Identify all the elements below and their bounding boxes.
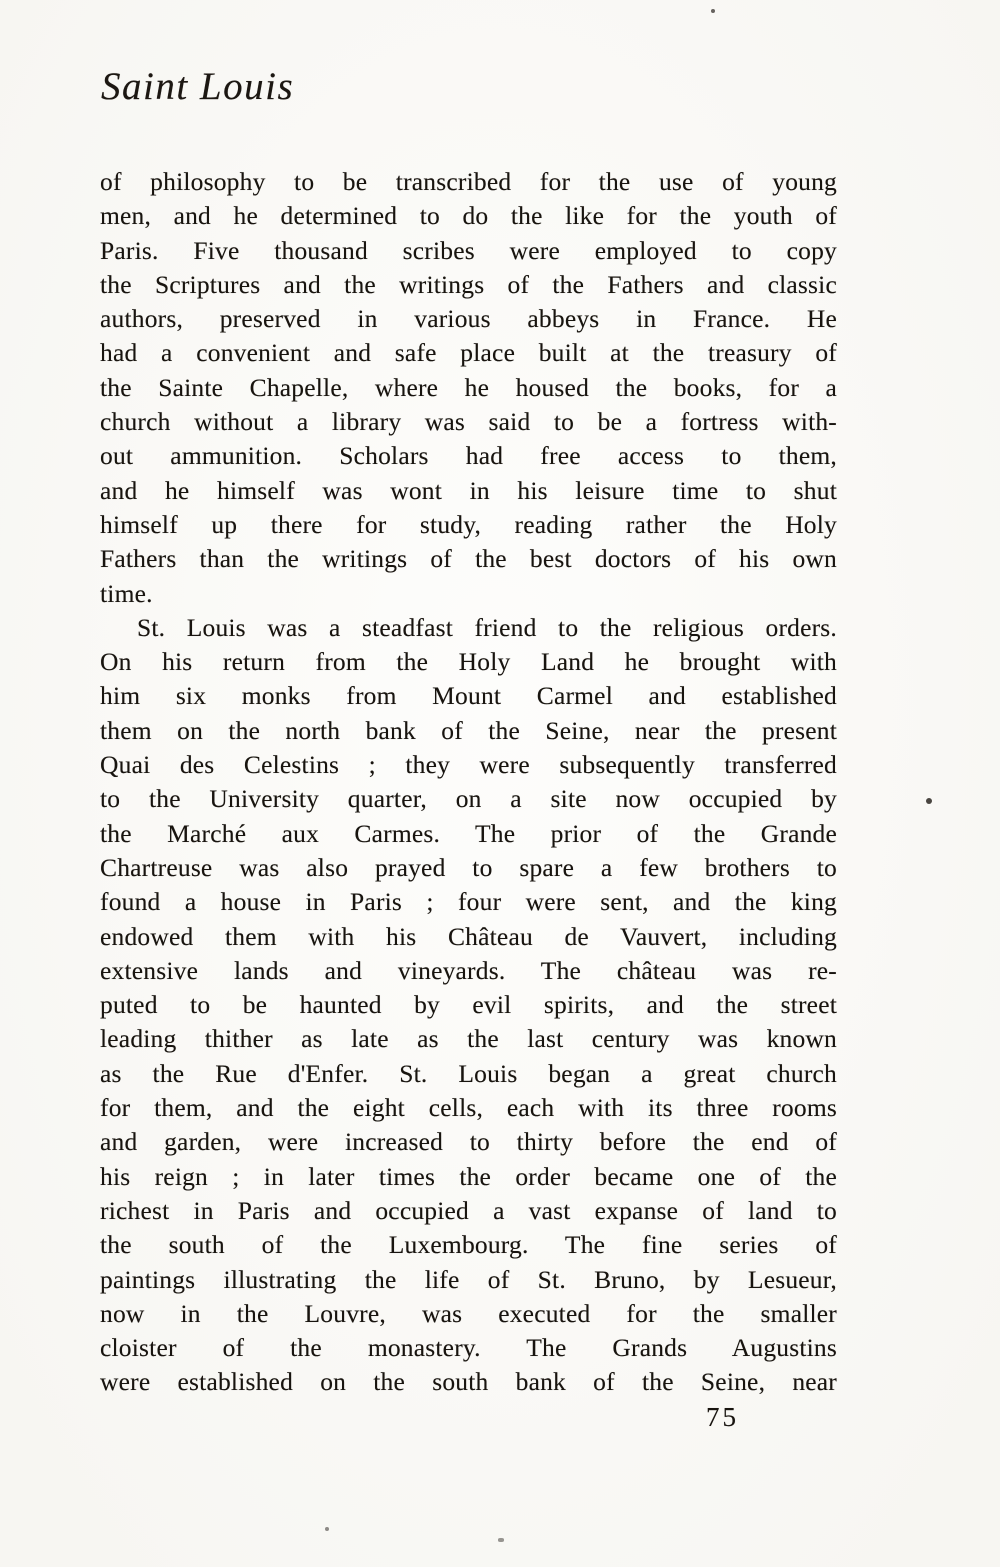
ink-speck	[325, 1527, 329, 1531]
text-line: puted to be haunted by evil spirits, and the street	[100, 990, 837, 1020]
text-line: his reign ; in later times the order became one of the	[100, 1161, 837, 1191]
text-line: men, and he determined to do the like for the youth of	[100, 201, 837, 231]
text-line: On his return from the Holy Land he brought with	[100, 647, 837, 677]
text-line: for them, and the eight cells, each with its three rooms	[100, 1093, 837, 1123]
text-line: him six monks from Mount Carmel and established	[100, 681, 837, 711]
text-line: to the University quarter, on a site now occupied by	[100, 784, 837, 814]
text-line: richest in Paris and occupied a vast expanse of land to	[100, 1195, 837, 1225]
text-line: the Sainte Chapelle, where he housed the books, for a	[100, 372, 837, 402]
ink-speck	[711, 9, 715, 13]
running-head-title: Saint Louis	[101, 65, 295, 108]
body-text	[100, 165, 837, 1400]
text-line: found a house in Paris ; four were sent, and the king	[100, 887, 837, 917]
text-line: Paris. Five thousand scribes were employed to copy	[100, 235, 837, 265]
text-line: of philosophy to be transcribed for the use of young	[100, 167, 837, 196]
ink-speck	[926, 798, 932, 804]
paragraph-1	[100, 165, 837, 611]
text-line: them on the north bank of the Seine, near the present	[100, 715, 837, 745]
text-line: authors, preserved in various abbeys in France. He	[100, 304, 837, 334]
ink-speck	[498, 1538, 504, 1542]
page-number: 75	[706, 1402, 739, 1432]
text-line: leading thither as late as the last century was known	[100, 1024, 837, 1054]
text-line: time.	[100, 578, 153, 608]
text-line: cloister of the monastery. The Grands Augustins	[100, 1333, 837, 1363]
text-line: were established on the south bank of the Seine, near	[100, 1367, 837, 1397]
paragraph-2	[100, 611, 837, 1400]
text-line: Chartreuse was also prayed to spare a few brothers to	[100, 852, 837, 882]
text-line: now in the Louvre, was executed for the smaller	[100, 1298, 837, 1328]
text-line: out ammunition. Scholars had free access to them,	[100, 441, 837, 471]
text-line: extensive lands and vineyards. The château was re-	[100, 955, 837, 985]
text-line: the Marché aux Carmes. The prior of the Grande	[100, 818, 837, 848]
text-line: had a convenient and safe place built at the treasury of	[100, 338, 837, 368]
text-line: Quai des Celestins ; they were subsequently transferred	[100, 750, 837, 780]
text-line: as the Rue d'Enfer. St. Louis began a great church	[100, 1058, 837, 1088]
text-line: St. Louis was a steadfast friend to the religious orders.	[137, 612, 837, 642]
text-line: and garden, were increased to thirty before the end of	[100, 1127, 837, 1157]
text-line: paintings illustrating the life of St. Bruno, by Lesueur,	[100, 1264, 837, 1294]
text-line: the Scriptures and the writings of the Fathers and classic	[100, 269, 837, 299]
text-line: Fathers than the writings of the best doctors of his own	[100, 544, 837, 574]
text-line: the south of the Luxembourg. The fine series of	[100, 1230, 837, 1260]
text-line: himself up there for study, reading rather the Holy	[100, 509, 837, 539]
text-line: church without a library was said to be a fortress with-	[100, 407, 837, 437]
text-line: and he himself was wont in his leisure time to shut	[100, 475, 837, 505]
text-line: endowed them with his Château de Vauvert, including	[100, 921, 837, 951]
